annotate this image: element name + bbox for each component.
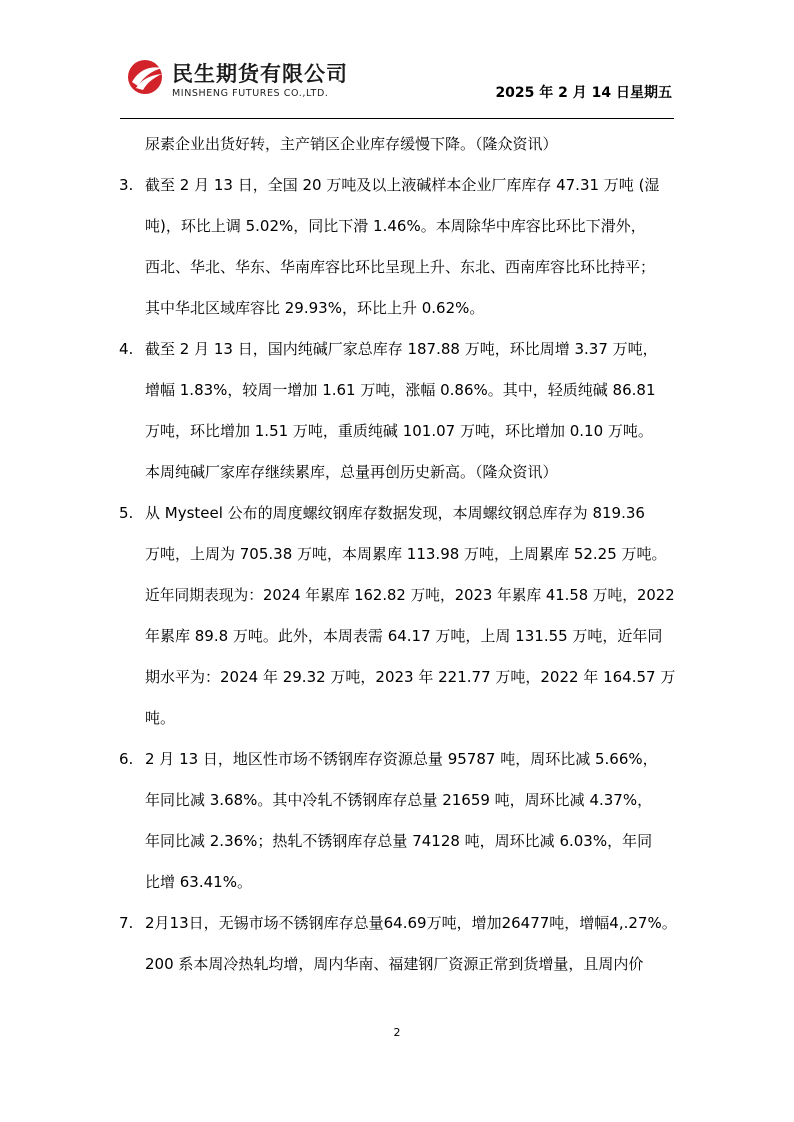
- paragraph-line: 年同比减 3.68%。其中冷轧不锈钢库存总量 21659 吨，周环比减 4.37%，: [145, 791, 653, 809]
- paragraph-line: 本周纯碱厂家库存继续累库，总量再创历史新高。（隆众资讯）: [145, 463, 558, 481]
- list-item-6: [119, 739, 679, 903]
- paragraph-line: 比增 63.41%。: [145, 873, 252, 891]
- report-date: 2025 年 2 月 14 日星期五: [495, 85, 672, 101]
- item-number: 3.: [119, 176, 134, 194]
- paragraph-line: 截至 2 月 13 日，国内纯碱厂家总库存 187.88 万吨，环比周增 3.37 万吨，: [145, 340, 658, 358]
- document-body: [119, 124, 679, 985]
- paragraph-line: 年累库 89.8 万吨。此外，本周表需 64.17 万吨，上周 131.55 万吨，近年同: [145, 627, 663, 645]
- item-number: 5.: [119, 504, 134, 522]
- paragraph-line: 2月13日，无锡市场不锈钢库存总量64.69万吨，增加26477吨，增幅4,.27%。: [145, 914, 677, 932]
- continuation-line: 尿素企业出货好转，主产销区企业库存缓慢下降。（隆众资讯）: [145, 135, 558, 153]
- paragraph-line: 期水平为：2024 年 29.32 万吨，2023 年 221.77 万吨，2022 年 164.57 万: [145, 668, 676, 686]
- paragraph-line: 西北、华北、华东、华南库容比环比呈现上升、东北、西南库容比环比持平；: [145, 258, 656, 276]
- paragraph-line: 吨)，环比上调 5.02%，同比下滑 1.46%。本周除华中库容比环比下滑外，: [145, 217, 646, 235]
- list-item-7: [119, 903, 679, 985]
- list-item-4: [119, 329, 679, 493]
- paragraph-line: 增幅 1.83%，较周一增加 1.61 万吨，涨幅 0.86%。其中，轻质纯碱 86.81: [145, 381, 656, 399]
- paragraph-line: 万吨，环比增加 1.51 万吨，重质纯碱 101.07 万吨，环比增加 0.10 万吨。: [145, 422, 653, 440]
- minsheng-logo-icon: [126, 58, 166, 96]
- company-logo: [126, 56, 366, 100]
- paragraph-line: 万吨，上周为 705.38 万吨，本周累库 113.98 万吨，上周累库 52.25 万吨。: [145, 545, 667, 563]
- item-number: 4.: [119, 340, 134, 358]
- page-header: [120, 52, 674, 118]
- logo-english-name: MINSHENG FUTURES CO.,LTD.: [172, 88, 329, 99]
- page-number: 2: [393, 1026, 401, 1039]
- paragraph-line: 近年同期表现为：2024 年累库 162.82 万吨，2023 年累库 41.58 万吨，2022: [145, 587, 675, 604]
- paragraph-line: 吨。: [145, 709, 176, 727]
- logo-chinese-name: 民生期货有限公司: [172, 62, 348, 86]
- paragraph-line: 截至 2 月 13 日，全国 20 万吨及以上液碱样本企业厂库库存 47.31 万吨 (湿: [145, 176, 660, 194]
- paragraph-line: 从 Mysteel 公布的周度螺纹钢库存数据发现，本周螺纹钢总库存为 819.36: [145, 504, 645, 522]
- paragraph-line: 200 系本周冷热轧均增，周内华南、福建钢厂资源正常到货增量，且周内价: [145, 955, 644, 973]
- list-item-3: [119, 165, 679, 329]
- header-divider: [120, 118, 674, 119]
- item-number: 6.: [119, 750, 134, 768]
- item-number: 7.: [119, 914, 134, 932]
- list-item-5: [119, 493, 679, 739]
- paragraph-line: 年同比减 2.36%；热轧不锈钢库存总量 74128 吨，周环比减 6.03%，年同: [145, 832, 653, 850]
- paragraph-line: 其中华北区域库容比 29.93%，环比上升 0.62%。: [145, 299, 485, 317]
- paragraph-line: 2 月 13 日，地区性市场不锈钢库存资源总量 95787 吨，周环比减 5.66%，: [145, 750, 658, 768]
